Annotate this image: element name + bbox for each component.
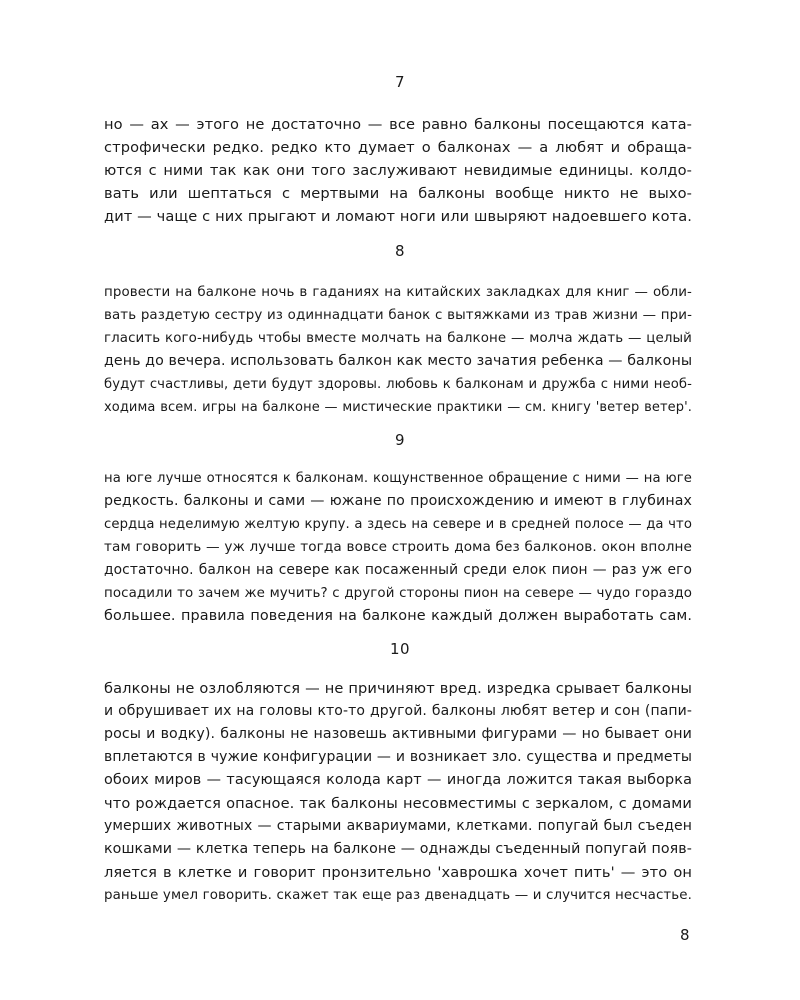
text-line: росы и водку). балконы не назовешь активными фигурами — но бывает они xyxy=(104,726,692,742)
text-line: посадили то зачем же мучить? с другой стороны пион на севере — чудо гораздо xyxy=(104,586,692,601)
text-line: дит — чаще с них прыгают и ломают ноги или швыряют надоевшего кота. xyxy=(104,208,692,225)
section-text-9 xyxy=(104,467,692,628)
text-line: что рождается опасное. так балконы несовместимы с зеркалом, с домами xyxy=(104,795,692,812)
text-line: строфически редко. редко кто думает о балконах — а любят и обраща- xyxy=(104,139,692,156)
section-number-8: 8 xyxy=(394,242,406,260)
text-line: вать раздетую сестру из одиннадцати банок с вытяжками из трав жизни — при- xyxy=(104,308,692,323)
section-text-7 xyxy=(104,113,692,228)
text-line: провести на балконе ночь в гаданиях на китайских закладках для книг — обли- xyxy=(104,285,692,300)
page-number: 8 xyxy=(680,926,690,944)
text-line: умерших животных — старыми аквариумами, клетками. попугай был съеден xyxy=(104,818,692,834)
text-line: вплетаются в чужие конфигурации — и возникает зло. существа и предметы xyxy=(104,749,692,765)
text-line: кошками — клетка теперь на балконе — однажды съеденный попугай появ- xyxy=(104,841,692,857)
text-line: на юге лучше относятся к балконам. кощунственное обращение с ними — на юге xyxy=(104,471,692,486)
text-line: балконы не озлобляются — не причиняют вред. изредка срывает балконы xyxy=(104,680,692,697)
section-number-9: 9 xyxy=(394,431,406,449)
text-line: гласить кого-нибудь чтобы вместе молчать на балконе — молча ждать — целый xyxy=(104,331,692,346)
text-line: но — ах — этого не достаточно — все равно балконы посещаются ката- xyxy=(104,116,692,133)
section-number-7: 7 xyxy=(394,73,406,91)
text-line: обоих миров — тасующаяся колода карт — иногда ложится такая выборка xyxy=(104,772,692,788)
section-text-10 xyxy=(104,677,692,907)
section-text-8 xyxy=(104,281,692,419)
text-line: ляется в клетке и говорит пронзительно 'хаврошка хочет пить' — это он xyxy=(104,864,692,881)
text-line: редкость. балконы и сами — южане по происхождению и имеют в глубинах xyxy=(104,493,692,509)
text-line: и обрушивает их на головы кто-то другой. балконы любят ветер и сон (папи- xyxy=(104,703,692,719)
text-line: большее. правила поведения на балконе каждый должен выработать сам. xyxy=(104,608,692,624)
text-line: вать или шептаться с мертвыми на балконы вообще никто не выхо- xyxy=(104,185,692,202)
text-line: ходима всем. игры на балконе — мистические практики — см. книгу 'ветер ветер'. xyxy=(104,400,692,415)
text-line: день до вечера. использовать балкон как место зачатия ребенка — балконы xyxy=(104,353,693,369)
text-line: ются с ними так как они того заслуживают невидимые единицы. колдо- xyxy=(104,162,692,179)
text-line: будут счастливы, дети будут здоровы. любовь к балконам и дружба с ними необ- xyxy=(104,377,692,392)
text-line: достаточно. балкон на севере как посаженный среди елок пион — раз уж его xyxy=(104,562,692,578)
section-number-10: 10 xyxy=(389,640,411,658)
text-line: сердца неделимую желтую крупу. а здесь на севере и в средней полосе — да что xyxy=(104,517,692,532)
text-line: там говорить — уж лучше тогда вовсе строить дома без балконов. окон вполне xyxy=(104,539,692,555)
text-line: раньше умел говорить. скажет так еще раз двенадцать — и случится несчастье. xyxy=(104,888,692,903)
